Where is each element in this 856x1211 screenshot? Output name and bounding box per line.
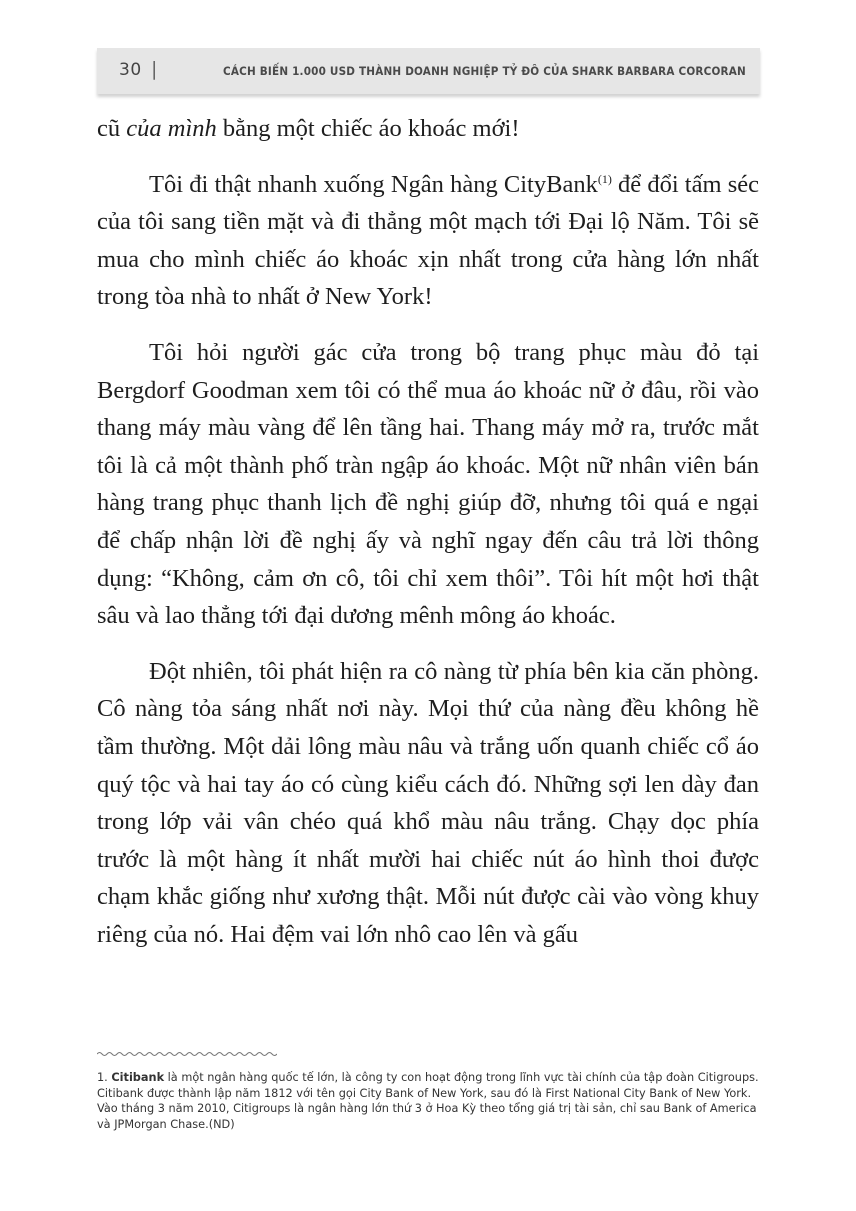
footnote (97, 1070, 763, 1132)
paragraph-1-start: cũ (97, 115, 127, 142)
running-header (97, 48, 760, 94)
page-number: 30 (119, 60, 142, 80)
page-body (97, 110, 759, 971)
paragraph-2 (97, 166, 759, 316)
footnote-term: Citibank (111, 1071, 165, 1084)
footnote-text: là một ngân hàng quốc tế lớn, là công ty con hoạt động trong lĩnh vực tài chính của tập đoàn Citigroups. Citibank được thành lập năm 1812 với tên gọi City Bank of New York, sau đó là First National City Bank of New York. Vào tháng 3 năm 2010, Citigroups là ngân hàng lớn thứ 3 ở Hoa Kỳ theo tổng giá trị tài sản, chỉ sau Bank of America và JPMorgan Chase.(ND) (97, 1071, 759, 1131)
footnote-reference: (1) (597, 171, 612, 186)
paragraph-1-italic: của mình (126, 115, 217, 142)
footnote-wavy-divider (97, 1050, 277, 1058)
paragraph-3: Tôi hỏi người gác cửa trong bộ trang phục màu đỏ tại Bergdorf Goodman xem tôi có thể mua áo khoác nữ ở đâu, rồi vào thang máy màu vàng để lên tầng hai. Thang máy mở ra, trước mắt tôi là cả một thành phố tràn ngập áo khoác. Một nữ nhân viên bán hàng trang phục thanh lịch đề nghị giúp đỡ, nhưng tôi quá e ngại để chấp nhận lời đề nghị ấy và nghĩ ngay đến câu trả lời thông dụng: “Không, cảm ơn cô, tôi chỉ xem thôi”. Tôi hít một hơi thật sâu và lao thẳng tới đại dương mênh mông áo khoác. (97, 338, 759, 630)
paragraph-2-start: Tôi đi thật nhanh xuống Ngân hàng CityBank (149, 170, 598, 198)
paragraph-1 (97, 110, 759, 148)
paragraph-4: Đột nhiên, tôi phát hiện ra cô nàng từ phía bên kia căn phòng. Cô nàng tỏa sáng nhất nơi này. Mọi thứ của nàng đều không hề tầm thường. Một dải lông màu nâu và trắng uốn quanh chiếc cổ áo quý tộc và hai tay áo có cùng kiểu cách đó. Những sợi len dày đan trong lớp vải vân chéo quá khổ màu nâu trắng. Chạy dọc phía trước là một hàng ít nhất mười hai chiếc nút áo hình thoi được chạm khắc giống như xương thật. Mỗi nút được cài vào vòng khuy riêng của nó. Hai đệm vai lớn nhô cao lên và gấu (97, 657, 759, 948)
footnote-number: 1. (97, 1071, 112, 1084)
header-separator: | (151, 58, 158, 80)
running-title: CÁCH BIẾN 1.000 USD THÀNH DOANH NGHIỆP TỶ ĐÔ CỦA SHARK BARBARA CORCORAN (223, 64, 746, 78)
paragraph-2-end: để đổi tấm séc của tôi sang tiền mặt và đi thẳng một mạch tới Đại lộ Năm. Tôi sẽ mua cho mình chiếc áo khoác xịn nhất trong cửa hàng lớn nhất trong tòa nhà to nhất ở New York! (97, 170, 760, 311)
paragraph-1-end: bằng một chiếc áo khoác mới! (216, 115, 520, 142)
